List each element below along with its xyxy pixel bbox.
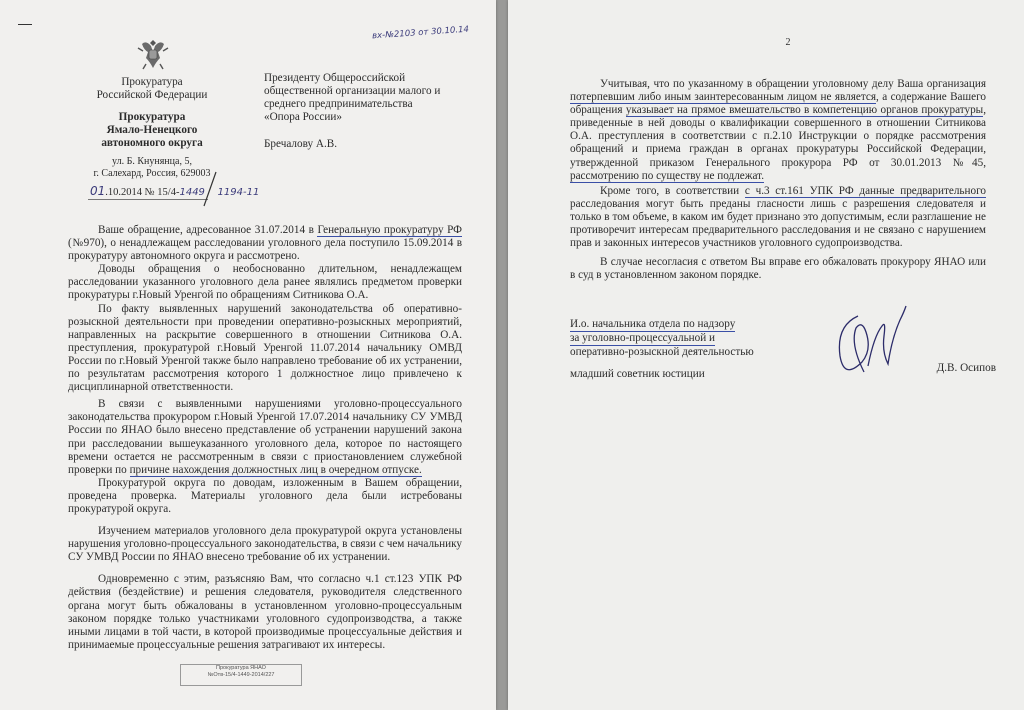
paragraph-7: Одновременно с этим, разъясняю Вам, что согласно ч.1 ст.123 УПК РФ действия (бездействие) и решения следователя, руководителя следственного органа могут быть обжалованы в установленном уголовно-процессуальным законом порядке только участниками уголовного судопроизводства, а также иными лицами в той части, в которой производимые процессуальные действия и принимаемые процессуальные решения затрагивают их интересы.: [68, 573, 462, 651]
outgoing-underline: [88, 199, 208, 200]
scan-mark: [18, 24, 32, 25]
paragraph-4: В связи с выявленными нарушениями уголовно-процессуального законодательства прокурором г.Новый Уренгой 17.07.2014 начальнику СУ УМВД России по ЯНАО было внесено представление об устранении нарушений закона при расследовании вышеуказанного уголовного дела, которое по настоящего времени остается не рассмотренным в связи с приостановлением служебной проверки по причине нахождения должностных лиц в очередном отпуске.: [68, 398, 462, 476]
handwritten-signature: [828, 296, 918, 386]
paragraph-2: Доводы обращения о необоснованно длительном, ненадлежащем расследовании указанного уголовного дела ранее являлись предметом проверки прокуратуры г.Новый Уренгой по обращениям Ситникова О.А.: [68, 263, 462, 302]
paragraph-3: По факту выявленных нарушений законодательства об оперативно-розыскной деятельности при проведении оперативно-розыскных мероприятий, направленных на раскрытие совершенного в отношении Ситникова О.А. преступления, прокуратурой г.Новый Уренгой 11.07.2014 начальнику ОМВД России по г.Новый Уренгой также было направлено требование об их устранении, по результатам рассмотрения которого 1 должностное лицо привлечено к дисциплинарной ответственности.: [68, 302, 462, 394]
letter-body-page-1: [68, 224, 462, 652]
outgoing-number: 01.10.2014 № 15/4-1449 1194-11: [90, 184, 260, 198]
org-header: Прокуратура Российской Федерации Прокуратура Ямало-Ненецкого автономного округа ул. Б. Кнунянца, 5, г. Салехард, Россия, 629003: [93, 76, 211, 180]
letter-page-2: [508, 0, 1024, 710]
letter-page-1: [0, 0, 496, 710]
handwritten-registration-note: вх-№2103 от 30.10.14: [371, 24, 470, 42]
paragraph-8: Учитывая, что по указанному в обращении уголовному делу Ваша организация потерпевшим либо иным заинтересованным лицом не является, а содержание Вашего обращения указывает на прямое вмешательство в компетенцию органов прокуратуры, приведенные в ней доводы о квалификации совершенного в отношении Ситникова О.А. преступления в соответствии с п.2.10 Инструкции о порядке рассмотрения обращений и приема граждан в органах прокуратуры Российской Федерации, утвержденной приказом Генерального прокурора РФ от 30.01.2013 №45, рассмотрению по существу не подлежат.: [570, 78, 986, 182]
registration-stamp: Прокуратура ЯНАО №Отв-15/4-1449-2014/227: [180, 664, 302, 686]
recipient-block: Президенту Общероссийской общественной организации малого и среднего предпринимательства «Опора России» Бречалову А.В.: [264, 72, 441, 151]
paragraph-10: В случае несогласия с ответом Вы вправе его обжаловать прокурору ЯНАО или в суд в установленном законом порядке.: [570, 256, 986, 282]
page-number: 2: [785, 37, 791, 48]
letter-body-page-2: [570, 78, 986, 282]
paragraph-5: Прокуратурой округа по доводам, изложенным в Вашем обращении, проведена проверка. Материалы уголовного дела были истребованы прокуратурой округа.: [68, 476, 462, 515]
handwritten-slash: [200, 170, 220, 208]
double-headed-eagle-emblem-icon: [136, 36, 170, 74]
paragraph-9: Кроме того, в соответствии с ч.3 ст.161 УПК РФ данные предварительного расследования могут быть преданы гласности лишь с разрешения следователя и только в том объеме, в каком им будет признано это допустимым, если разглашение не противоречит интересам предварительного расследования и не связано с нарушением прав и законных интересов участников уголовного судопроизводства.: [570, 184, 986, 250]
paragraph-1: Ваше обращение, адресованное 31.07.2014 в Генеральную прокуратуру РФ (№970), о ненадлежащем расследовании уголовного дела поступило 15.09.2014 в прокуратуру автономного округа и рассмотрено.: [68, 224, 462, 263]
paragraph-6: Изучением материалов уголовного дела прокуратурой округа установлены нарушения уголовно-процессуального законодательства, в связи с чем начальнику СУ УМВД России по ЯНАО внесено требование об их устранении.: [68, 525, 462, 564]
signatory-name: Д.В. Осипов: [936, 362, 996, 374]
signature-title: И.о. начальника отдела по надзору за уголовно-процессуальной и оперативно-розыскной деятельностью младший советник юстиции: [570, 318, 754, 381]
